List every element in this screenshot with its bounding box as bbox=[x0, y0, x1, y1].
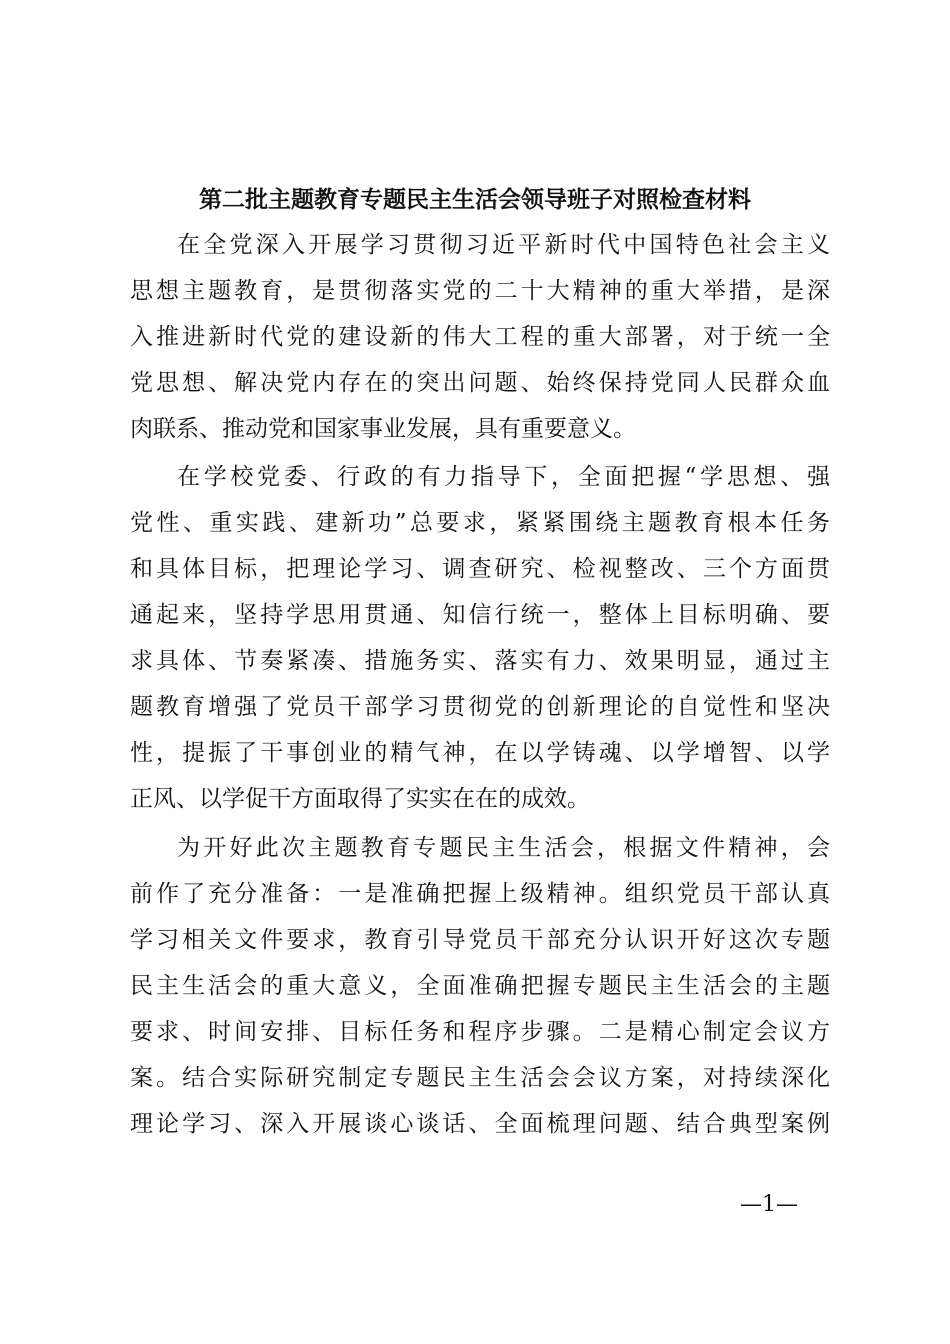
text-line: 理论学习、深入开展谈心谈话、全面梳理问题、结合典型案例 bbox=[130, 1111, 830, 1137]
text-line: 在全党深入开展学习贯彻习近平新时代中国特色社会主义 bbox=[177, 232, 830, 258]
page-number: —1— bbox=[740, 1192, 798, 1217]
text-line: 案。结合实际研究制定专题民主生活会会议方案，对持续深化 bbox=[130, 1065, 830, 1091]
text-line: 前作了充分准备：一是准确把握上级精神。组织党员干部认真 bbox=[130, 881, 830, 907]
document-title: 第二批主题教育专题民主生活会领导班子对照检查材料 bbox=[199, 186, 751, 213]
text-line: 党思想、解决党内存在的突出问题、始终保持党同人民群众血 bbox=[130, 370, 830, 396]
text-line: 学习相关文件要求，教育引导党员干部充分认识开好这次专题 bbox=[130, 927, 830, 953]
text-line: 思想主题教育，是贯彻落实党的二十大精神的重大举措，是深 bbox=[130, 278, 830, 304]
paragraph-1 bbox=[130, 222, 830, 452]
text-line: 肉联系、推动党和国家事业发展，具有重要意义。 bbox=[130, 416, 636, 442]
text-line: 通起来，坚持学思用贯通、知信行统一，整体上目标明确、要 bbox=[130, 602, 830, 628]
text-line: 题教育增强了党员干部学习贯彻党的创新理论的自觉性和坚决 bbox=[130, 694, 830, 720]
paragraph-3 bbox=[130, 825, 830, 1147]
text-line: 民主生活会的重大意义，全面准确把握专题民主生活会的主题 bbox=[130, 973, 830, 999]
text-line: 和具体目标，把理论学习、调查研究、检视整改、三个方面贯 bbox=[130, 556, 830, 582]
text-line: 党性、重实践、建新功”总要求，紧紧围绕主题教育根本任务 bbox=[130, 510, 830, 536]
text-line: 为开好此次主题教育专题民主生活会，根据文件精神，会 bbox=[177, 835, 830, 861]
text-line: 正风、以学促干方面取得了实实在在的成效。 bbox=[130, 786, 590, 812]
text-line: 求具体、节奏紧凑、措施务实、落实有力、效果明显，通过主 bbox=[130, 648, 830, 674]
text-line: 入推进新时代党的建设新的伟大工程的重大部署，对于统一全 bbox=[130, 324, 830, 350]
text-line: 性，提振了干事创业的精气神，在以学铸魂、以学增智、以学 bbox=[130, 740, 830, 766]
text-line: 在学校党委、行政的有力指导下，全面把握“学思想、强 bbox=[177, 464, 830, 490]
paragraph-2 bbox=[130, 454, 830, 822]
text-line: 要求、时间安排、目标任务和程序步骤。二是精心制定会议方 bbox=[130, 1019, 830, 1045]
